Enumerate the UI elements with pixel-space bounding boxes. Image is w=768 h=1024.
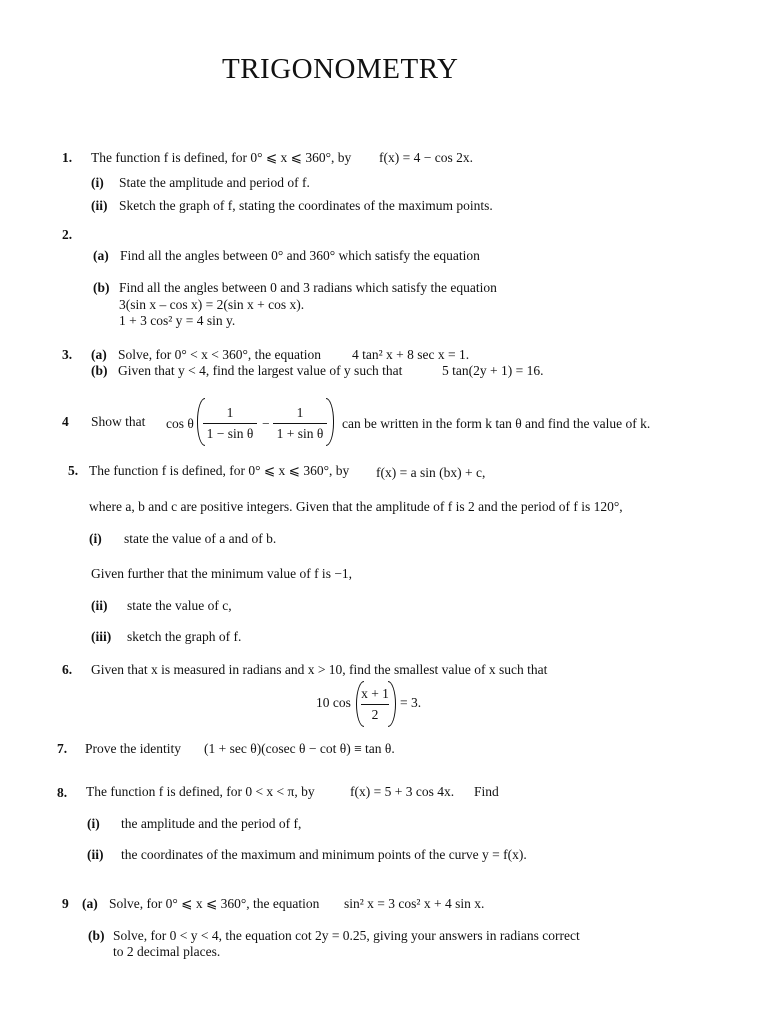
q3-part-b-label: (b) <box>91 363 108 378</box>
q9-part-a-label: (a) <box>82 896 98 911</box>
q6-fraction-numerator: x + 1 <box>361 686 389 701</box>
q5-stem: The function f is defined, for 0° ⩽ x ⩽ 360°, by <box>89 463 350 478</box>
q3-part-a-text: Solve, for 0° < x < 360°, the equation <box>118 347 321 362</box>
q5-function: f(x) = a sin (bx) + c, <box>376 465 486 480</box>
q3-part-b-equation: 5 tan(2y + 1) = 16. <box>442 363 544 378</box>
q1-function: f(x) = 4 − cos 2x. <box>379 150 473 165</box>
q4-fraction-2-denominator: 1 + sin θ <box>276 426 324 441</box>
q2-part-a-label: (a) <box>93 248 109 263</box>
q7-text: Prove the identity <box>85 741 181 756</box>
q2-part-b-equation-1: 3(sin x – cos x) = 2(sin x + cos x). <box>119 297 305 312</box>
q4-fraction-1 <box>203 405 257 442</box>
q5-part-i-label: (i) <box>89 531 102 546</box>
q6-fraction <box>361 686 389 723</box>
q1-part-i-text: State the amplitude and period of f. <box>119 175 310 190</box>
q9-part-a-equation: sin² x = 3 cos² x + 4 sin x. <box>344 896 485 911</box>
q4-fraction-2-bar <box>273 423 327 424</box>
q3-part-b-text: Given that y < 4, find the largest value of y such that <box>118 363 403 378</box>
q4-cos-theta: cos θ <box>166 416 194 431</box>
q5-given-text: Given further that the minimum value of f is −1, <box>91 566 353 581</box>
q2-number: 2. <box>62 227 73 242</box>
q9-part-b-text-2: to 2 decimal places. <box>113 944 221 959</box>
q8-find: Find <box>474 784 499 799</box>
q7-number: 7. <box>57 741 68 756</box>
q2-part-b-equation-2: 1 + 3 cos² y = 4 sin y. <box>119 313 236 328</box>
q2-part-b-label: (b) <box>93 280 110 295</box>
q1-part-i-label: (i) <box>91 175 104 190</box>
q4-fraction-2-numerator: 1 <box>296 405 304 420</box>
q4-tail-text: can be written in the form k tan θ and find the value of k. <box>342 416 651 431</box>
q1-stem: The function f is defined, for 0° ⩽ x ⩽ 360°, by <box>91 150 352 165</box>
q8-stem: The function f is defined, for 0 < x < π, by <box>86 784 315 799</box>
q5-where-text: where a, b and c are positive integers. Given that the amplitude of f is 2 and the period of f is 120°, <box>89 499 623 514</box>
q6-tail: = 3. <box>400 695 422 710</box>
q4-fraction-1-bar <box>203 423 257 424</box>
q6-fraction-denominator: 2 <box>371 707 379 722</box>
q6-number: 6. <box>62 662 73 677</box>
q9-part-b-text: Solve, for 0 < y < 4, the equation cot 2y = 0.25, giving your answers in radians correct <box>113 928 580 943</box>
q4-number: 4 <box>62 414 69 429</box>
q4-show-that: Show that <box>91 414 146 429</box>
q5-part-i-text: state the value of a and of b. <box>124 531 277 546</box>
q8-part-ii-label: (ii) <box>87 847 104 862</box>
q3-part-a-label: (a) <box>91 347 107 362</box>
q8-part-ii-text: the coordinates of the maximum and minimum points of the curve y = f(x). <box>121 847 527 862</box>
q5-part-iii-text: sketch the graph of f. <box>127 629 242 644</box>
q3-number: 3. <box>62 347 73 362</box>
q1-part-ii-label: (ii) <box>91 198 108 213</box>
q6-stem: Given that x is measured in radians and x > 10, find the smallest value of x such that <box>91 662 548 677</box>
q6-lead: 10 cos <box>316 695 351 710</box>
q5-part-ii-label: (ii) <box>91 598 108 613</box>
page-title: TRIGONOMETRY <box>222 53 459 85</box>
q8-function: f(x) = 5 + 3 cos 4x. <box>350 784 455 799</box>
q6-right-paren <box>388 681 396 727</box>
q5-part-iii-label: (iii) <box>91 629 112 644</box>
q8-part-i-text: the amplitude and the period of f, <box>121 816 302 831</box>
q4-fraction-1-numerator: 1 <box>226 405 234 420</box>
q2-part-b-text: Find all the angles between 0 and 3 radians which satisfy the equation <box>119 280 497 295</box>
q2-part-a-text: Find all the angles between 0° and 360° which satisfy the equation <box>120 248 480 263</box>
q3-part-a-equation: 4 tan² x + 8 sec x = 1. <box>352 347 470 362</box>
q1-part-ii-text: Sketch the graph of f, stating the coordinates of the maximum points. <box>119 198 493 213</box>
q4-fraction-1-denominator: 1 − sin θ <box>206 426 254 441</box>
q8-part-i-label: (i) <box>87 816 100 831</box>
q7-identity: (1 + sec θ)(cosec θ − cot θ) ≡ tan θ. <box>204 741 395 756</box>
q6-fraction-bar <box>361 704 389 705</box>
q5-number: 5. <box>68 463 79 478</box>
q8-number: 8. <box>57 785 68 800</box>
q9-part-b-label: (b) <box>88 928 105 943</box>
q5-part-ii-text: state the value of c, <box>127 598 232 613</box>
q4-minus-sign: − <box>262 416 270 431</box>
q9-number: 9 <box>62 896 69 911</box>
q1-number: 1. <box>62 150 73 165</box>
q4-fraction-2 <box>273 405 327 442</box>
q9-part-a-text: Solve, for 0° ⩽ x ⩽ 360°, the equation <box>109 896 320 911</box>
q4-right-paren <box>326 398 334 446</box>
